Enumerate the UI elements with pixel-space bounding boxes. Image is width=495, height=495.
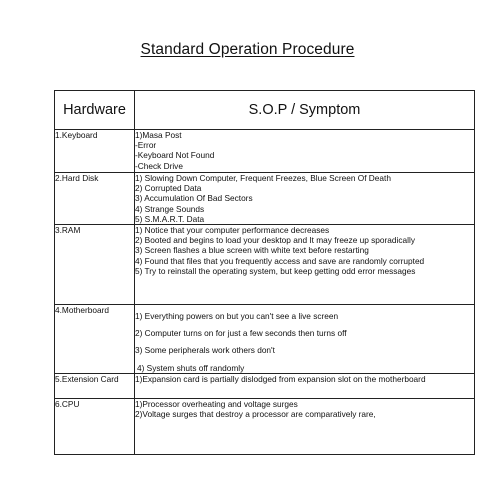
sop-table [54, 90, 475, 455]
symptom-line: 5) S.M.A.R.T. Data [135, 213, 205, 224]
header-symptom: S.O.P / Symptom [135, 91, 475, 130]
table-row-ram [55, 225, 475, 305]
document-title: Standard Operation Procedure [140, 41, 355, 58]
symptom-line: 3) Accumulation Of Bad Sectors [135, 193, 253, 204]
symptom-line: -Error [135, 140, 157, 151]
hardware-cell: 1.Keyboard [55, 130, 135, 173]
symptom-line: 1)Masa Post [135, 130, 182, 140]
symptom-line: -Check Drive [135, 160, 183, 171]
symptom-line: 3) Screen flashes a blue screen with white text before restarting [135, 245, 369, 256]
symptom-line: 2) Corrupted Data [135, 183, 202, 194]
symptom-cell [135, 225, 475, 305]
table-row-keyboard [55, 130, 475, 173]
symptom-line: 1) Notice that your computer performance decreases [135, 225, 330, 236]
symptom-cell [135, 130, 475, 173]
hardware-cell: 2.Hard Disk [55, 173, 135, 225]
symptom-line: 3) Some peripherals work others don't [135, 345, 275, 356]
hardware-cell: 6.CPU [55, 398, 135, 454]
table-row-hard-disk [55, 173, 475, 225]
hardware-cell: 5.Extension Card [55, 373, 135, 398]
symptom-line: 1)Processor overheating and voltage surges [135, 398, 298, 409]
symptom-line: 1)Expansion card is partially dislodged from expansion slot on the motherboard [135, 373, 426, 384]
table-header-row [55, 91, 475, 130]
table-row-motherboard [55, 305, 475, 374]
symptom-line: -Keyboard Not Found [135, 150, 215, 161]
symptom-line: 1) Everything powers on but you can't see a live screen [135, 311, 339, 322]
symptom-line: 5) Try to reinstall the operating system, but keep getting odd error messages [135, 265, 416, 276]
symptom-line: 4) Found that files that you frequently access and save are randomly corrupted [135, 255, 425, 266]
hardware-cell: 4.Motherboard [55, 305, 135, 374]
symptom-cell [135, 398, 475, 454]
table-row-cpu [55, 398, 475, 454]
symptom-line: 4) System shuts off randomly [137, 362, 245, 373]
symptom-line: 2) Computer turns on for just a few seconds then turns off [135, 328, 347, 339]
table-row-extension-card [55, 373, 475, 398]
symptom-cell [135, 305, 475, 374]
header-hardware: Hardware [55, 91, 135, 130]
hardware-cell: 3.RAM [55, 225, 135, 305]
symptom-line: 2) Booted and begins to load your desktop and It may freeze up sporadically [135, 235, 415, 246]
symptom-line: 2)Voltage surges that destroy a processor are comparatively rare, [135, 409, 376, 420]
symptom-cell [135, 373, 475, 398]
symptom-line: 1) Slowing Down Computer, Frequent Freezes, Blue Screen Of Death [135, 173, 391, 183]
symptom-cell [135, 173, 475, 225]
symptom-line: 4) Strange Sounds [135, 203, 205, 214]
